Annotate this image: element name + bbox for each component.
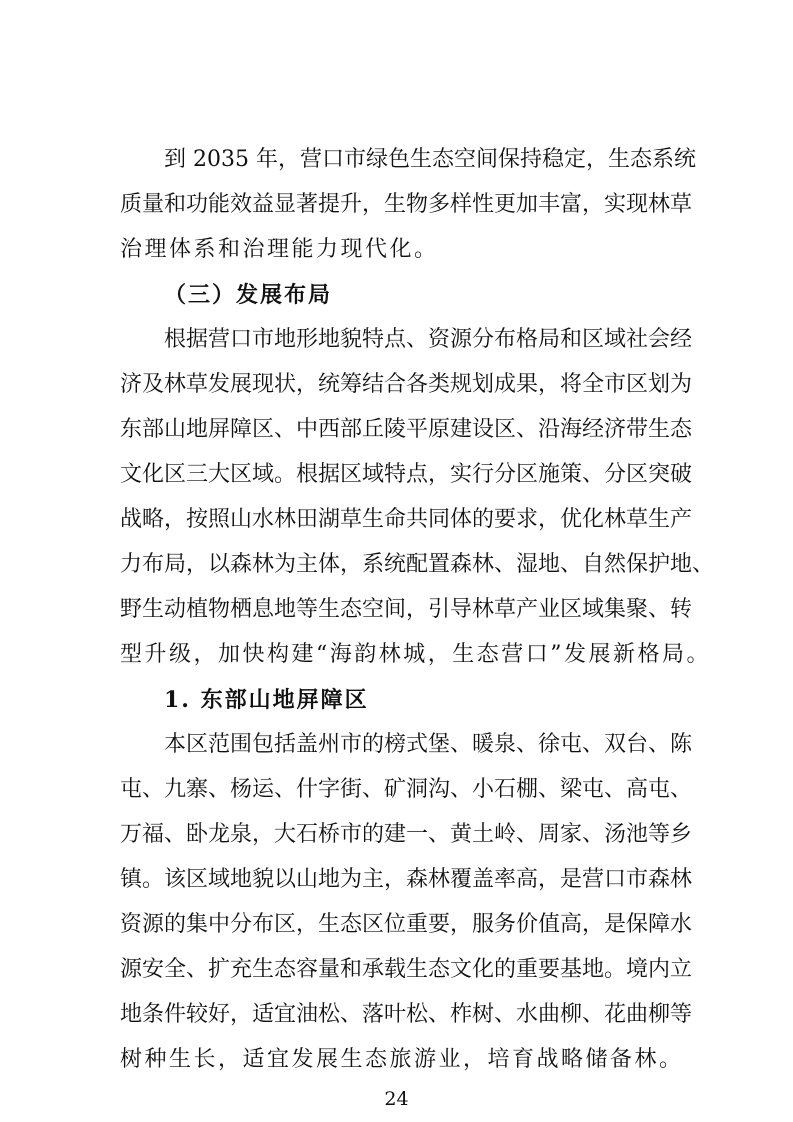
- paragraph-line: 万福、卧龙泉，大石桥市的建一、黄土岭、周家、汤池等乡: [120, 822, 693, 847]
- paragraph-line: 根据营口市地形地貌特点、资源分布格局和区域社会经: [164, 327, 693, 352]
- paragraph-line: 东部山地屏障区、中西部丘陵平原建设区、沿海经济带生态: [120, 417, 693, 442]
- paragraph-line: 树种生长，适宜发展生态旅游业，培育战略储备林。: [120, 1047, 684, 1072]
- section-heading: （三）发展布局: [164, 282, 333, 308]
- paragraph-line: 源安全、扩充生态容量和承载生态文化的重要基地。境内立: [120, 957, 693, 982]
- paragraph-line: 力布局，以森林为主体，系统配置森林、湿地、自然保护地、: [120, 552, 715, 577]
- paragraph-line: 战略，按照山水林田湖草生命共同体的要求，优化林草生产: [120, 507, 693, 532]
- paragraph-line: 到 2035 年，营口市绿色生态空间保持稳定，生态系统: [164, 147, 696, 172]
- paragraph-line: 文化区三大区域。根据区域特点，实行分区施策、分区突破: [120, 462, 693, 487]
- paragraph-line: 治理体系和治理能力现代化。: [120, 237, 439, 262]
- paragraph-line: 镇。该区域地貌以山地为主，森林覆盖率高，是营口市森林: [120, 867, 693, 892]
- paragraph-line: 本区范围包括盖州市的榜式堡、暖泉、徐屯、双台、陈: [164, 732, 693, 757]
- paragraph-line: 野生动植物栖息地等生态空间，引导林草产业区域集聚、转: [120, 597, 693, 622]
- paragraph-line: 屯、九寨、杨运、什字街、矿洞沟、小石棚、梁屯、高屯、: [120, 777, 693, 802]
- subsection-heading: 1. 东部山地屏障区: [164, 687, 369, 713]
- paragraph-line: 型升级，加快构建“海韵林城，生态营口”发展新格局。: [120, 642, 711, 667]
- paragraph-line: 质量和功能效益显著提升，生物多样性更加丰富，实现林草: [120, 192, 693, 217]
- paragraph-line: 资源的集中分布区，生态区位重要，服务价值高，是保障水: [120, 912, 693, 937]
- paragraph-line: 济及林草发展现状，统筹结合各类规划成果，将全市区划为: [120, 372, 693, 397]
- paragraph-line: 地条件较好，适宜油松、落叶松、柞树、水曲柳、花曲柳等: [120, 1002, 693, 1027]
- page-number: 24: [384, 1088, 409, 1110]
